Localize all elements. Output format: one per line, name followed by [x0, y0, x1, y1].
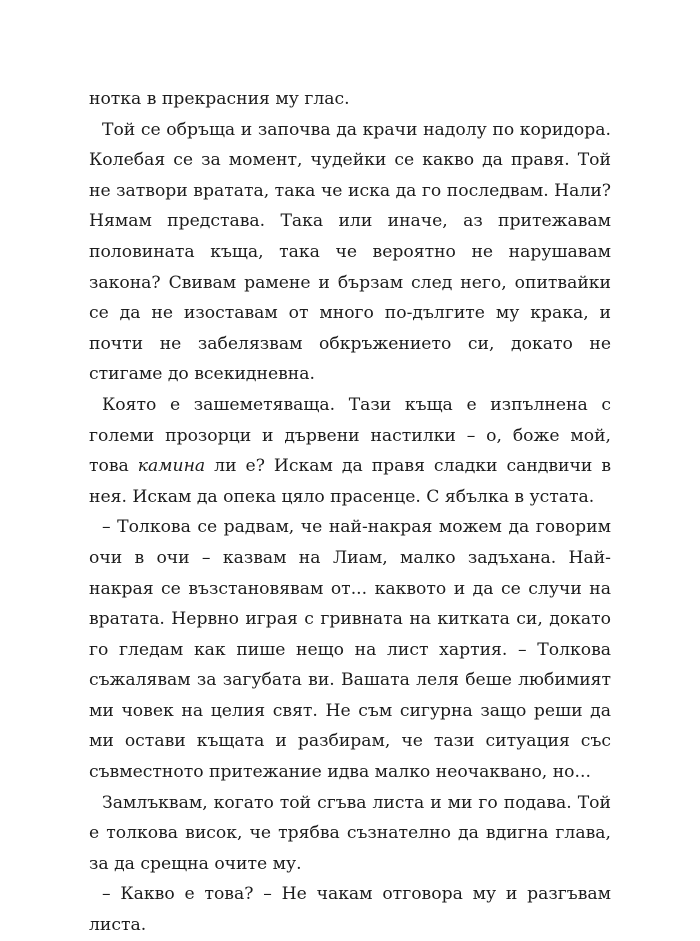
- paragraph-text: Той се обръща и започва да крачи надолу по коридора. Колебая се за момент, чудейки се какво да правя. Той не затвори вратата, така че иска да го последвам. Нали? Нямам представа. Така или иначе, аз притежавам половината къща, така че вероятно не нарушавам закона? Свивам рамене и бързам след него, опитвайки се да не изоставам от много по-дългите му крака, и почти не забелязвам обкръжението си, докато не стигаме до всекидневна.: [89, 119, 611, 385]
- italic-word: камина: [137, 456, 206, 477]
- paragraph-text: – Толкова се радвам, че най-накрая можем да говорим очи в очи – казвам на Лиам, малко задъхана. Най-накрая се възстановявам от... каквото и да се случи на вратата. Нервно играя с гривната на китката си, докато го гледам как пише нещо на лист хартия. – Толкова съжалявам за загубата ви. Вашата леля беше любимият ми човек на целия свят. Не съм сигурна защо реши да ми остави къщата и разбирам, че тази ситуация със съвместното притежание идва малко неочаквано, но...: [89, 517, 611, 783]
- paragraph-text: Замлъквам, когато той сгъва листа и ми го подава. Той е толкова висок, че трябва съзнателно да вдигна глава, за да срещна очите му.: [89, 792, 611, 874]
- paragraph: [89, 788, 611, 880]
- paragraph: [89, 115, 611, 390]
- paragraph: [89, 879, 611, 940]
- paragraph: [89, 390, 611, 512]
- paragraph-text: Която е зашеметяваща. Тази къща е изпълнена с големи прозорци и дървени настилки – о, боже мой, това: [89, 394, 611, 477]
- paragraph-text: – Какво е това? – Не чакам отговора му и разгъвам листа.: [89, 884, 611, 936]
- paragraph-text: ли е? Искам да правя сладки сандвичи в нея. Искам да опека цяло прасенце. С ябълка в устата.: [89, 456, 612, 507]
- page-text: [89, 84, 611, 941]
- paragraph-continuation: [89, 84, 611, 115]
- paragraph-text: нотка в прекрасния му глас.: [89, 89, 350, 109]
- paragraph: [89, 512, 611, 787]
